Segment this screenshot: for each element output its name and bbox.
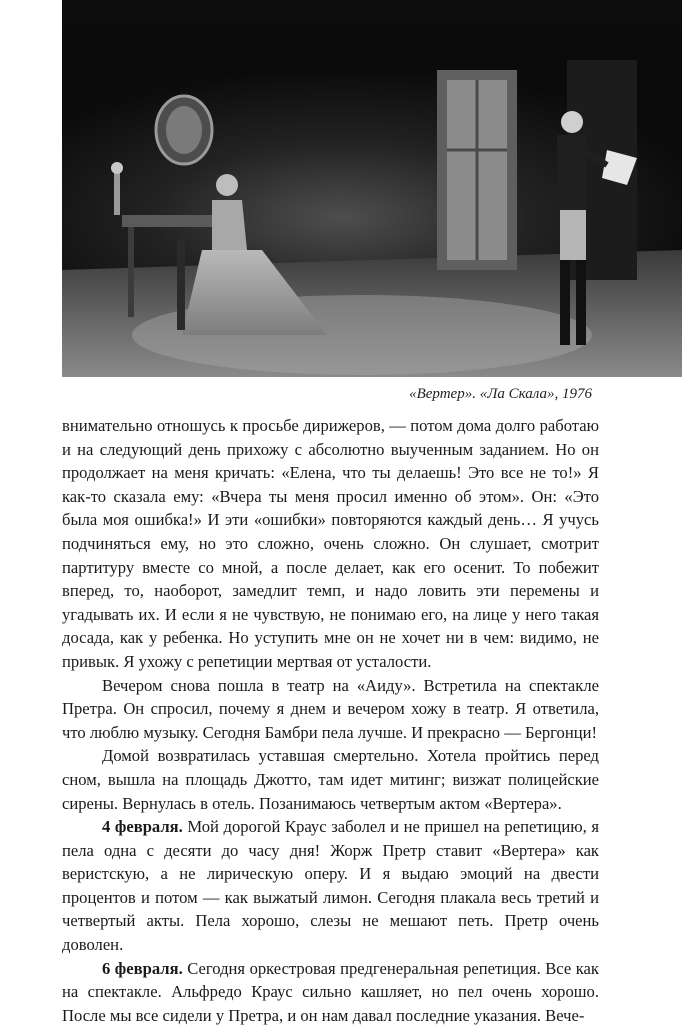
photo-caption: «Вертер». «Ла Скала», 1976: [409, 386, 592, 402]
paragraph: Вечером снова пошла в театр на «Аиду». Встретила на спектакле Претра. Он спросил, почему я днем и вечером хожу в театр. Я ответила, что люблю музыку. Сегодня Бамбри пела лучше. И прекрасно — Бергонци!: [62, 675, 599, 742]
entry-date: 4 февраля.: [102, 817, 183, 837]
stage-photograph: [62, 0, 682, 377]
body-text: [62, 414, 599, 1027]
paragraph: Домой возвратилась уставшая смертельно. Хотела пройтись перед сном, вышла на площадь Джотто, там идет митинг; визжат полицейские сирены. Вернулась в отель. Позанимаюсь четвертым актом «Вертера».: [62, 746, 599, 813]
entry-date: 6 февраля.: [102, 958, 183, 978]
diary-entry-feb-6: 6 февраля. Сегодня оркестровая предгенеральная репетиция. Все как на спектакле. Альфредо Краус сильно кашляет, но пел очень хорошо. После мы все сидели у Претра, и он нам давал последние указания. Вече-: [62, 958, 599, 1025]
diary-entry-feb-4: 4 февраля. Мой дорогой Краус заболел и не пришел на репетицию, я пела одна с десяти до часу дня! Жорж Претр ставит «Вертера» как веристскую, а не лирическую оперу. И я выдаю эмоций на двести процентов и потом — как выжатый лимон. Сегодня плакала весь третий и четвертый акты. Пела хорошо, слезы не мешают петь. Претр очень доволен.: [62, 817, 599, 955]
paragraph: внимательно отношусь к просьбе дирижеров, — потом дома долго работаю и на следующий день прихожу с абсолютно выученным заданием. Но он продолжает на меня кричать: «Елена, что ты делаешь! Это все не то!» Я как-то сказала ему: «Вчера ты меня просил именно об этом». Он: «Это была моя ошибка!» И эти «ошибки» повторяются каждый день… Я учусь подчиняться ему, но это сложно, очень сложно. Он слушает, смотрит партитуру вместе со мной, а после делает, как его осенит. То побежит вперед, то, наоборот, замедлит темп, и надо ловить эти перемены и угадывать их. И если я не чувствую, не понимаю его, на лице у него такая досада, как у ребенка. Но уступить мне он не хочет ни в чем: видимо, не привык. Я ухожу с репетиции мертвая от усталости.: [62, 416, 599, 671]
